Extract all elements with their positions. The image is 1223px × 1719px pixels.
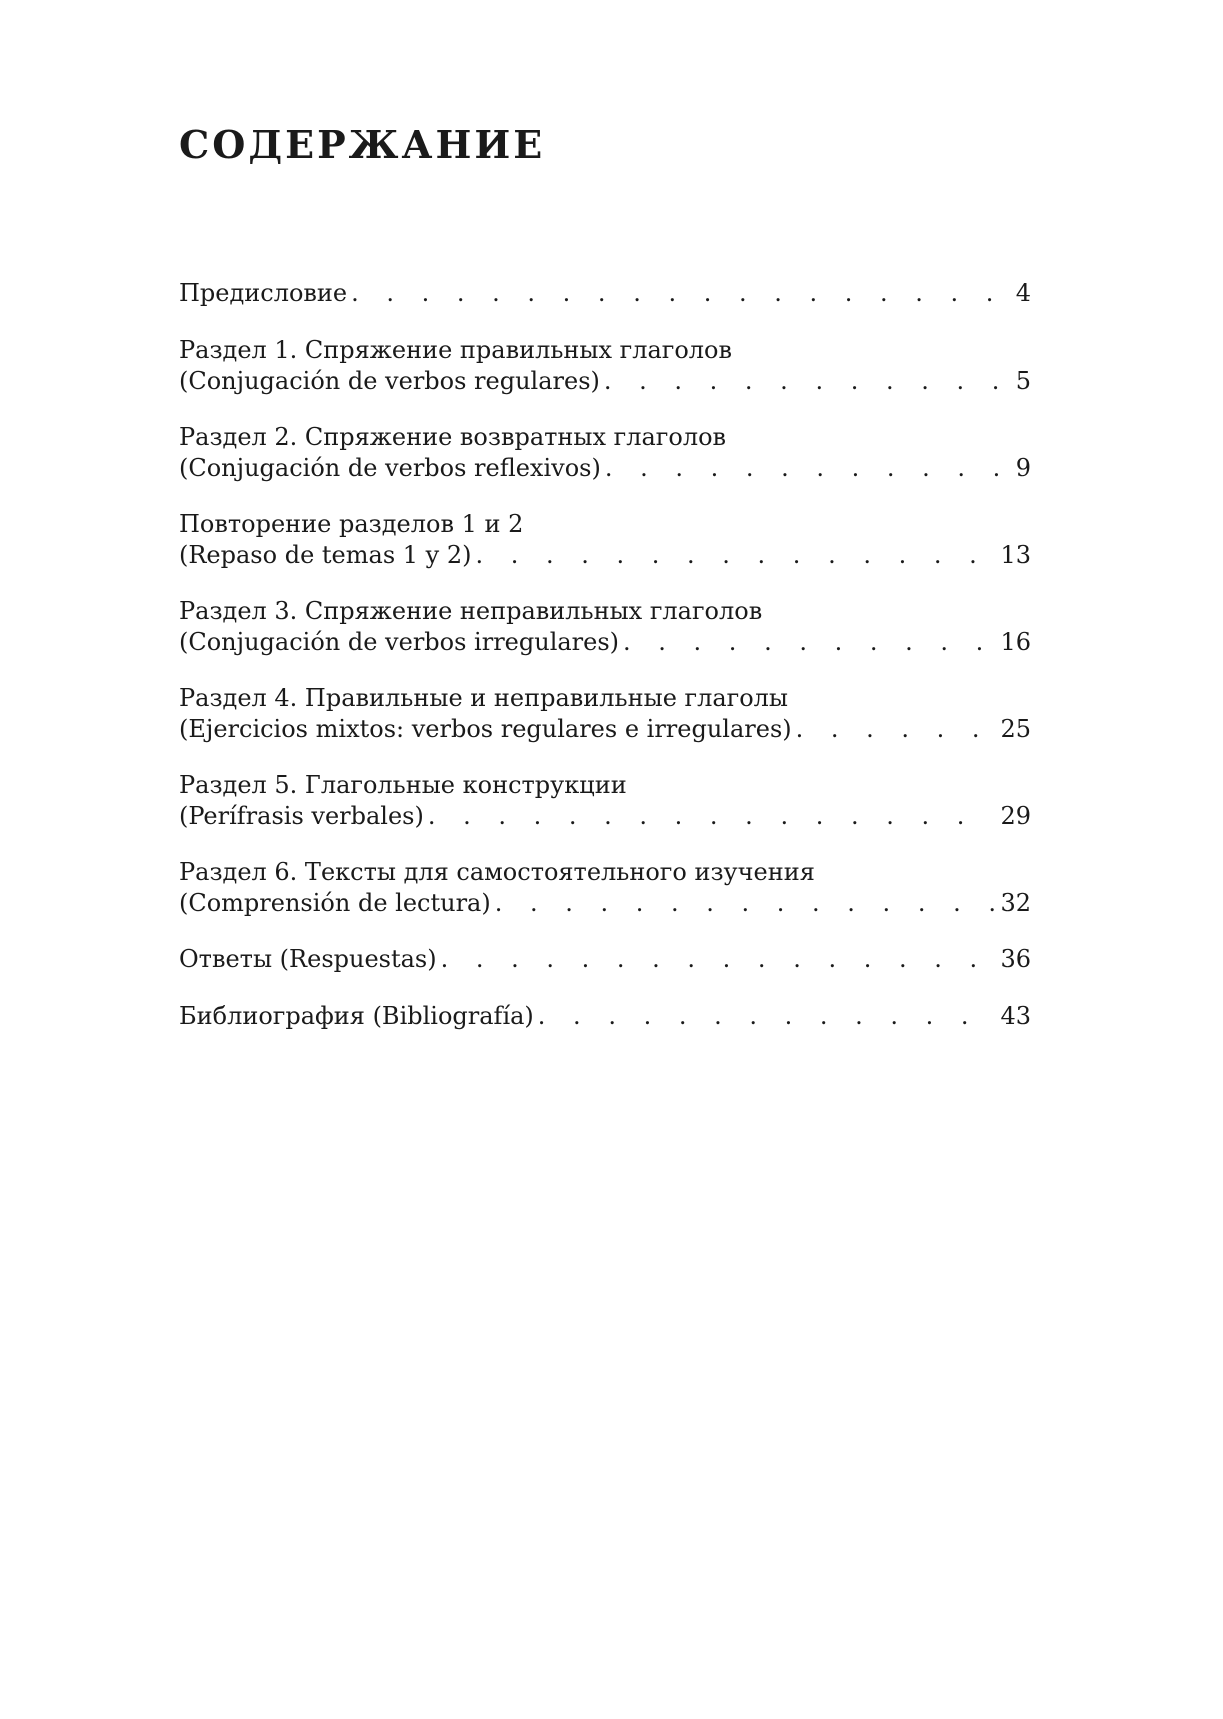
toc-page-number: 36 <box>1000 945 1031 973</box>
toc-entry-title: Раздел 1. Спряжение правильных глаголов <box>179 336 733 364</box>
toc-entry-subtitle: (Comprensión de lectura) <box>179 889 491 917</box>
toc-entry-section-1[interactable] <box>179 335 1031 397</box>
toc-entry-title: Библиография (Bibliografía) <box>179 1002 534 1030</box>
toc-page-number: 5 <box>1015 367 1031 395</box>
toc-entry-subtitle: (Conjugación de verbos irregulares) <box>179 628 620 656</box>
toc-entry-title: Раздел 2. Спряжение возвратных глаголов <box>179 423 727 451</box>
toc-entry-title: Раздел 4. Правильные и неправильные глаголы <box>179 684 789 712</box>
toc-dot-leader <box>351 278 1010 309</box>
toc-dot-leader <box>605 453 1010 484</box>
toc-entry-section-2[interactable] <box>179 422 1031 484</box>
toc-entry-subtitle: (Repaso de temas 1 y 2) <box>179 541 472 569</box>
toc-dot-leader <box>538 1001 995 1032</box>
toc-dot-leader <box>441 944 995 975</box>
toc-dot-leader <box>604 366 1010 397</box>
toc-entry-row <box>179 801 1031 832</box>
toc-entry-preface[interactable] <box>179 278 1031 309</box>
toc-entry-row <box>179 278 1031 309</box>
toc-page-number: 16 <box>1000 628 1031 656</box>
toc-entry-section-5[interactable] <box>179 770 1031 832</box>
toc-dot-leader <box>796 714 995 745</box>
toc-entry-title: Раздел 5. Глагольные конструкции <box>179 771 627 799</box>
toc-entry-row <box>179 714 1031 745</box>
toc-entry-section-3[interactable] <box>179 596 1031 658</box>
toc-entry-row <box>179 944 1031 975</box>
toc-entry-subtitle: (Ejercicios mixtos: verbos regulares e irregulares) <box>179 715 792 743</box>
toc-entry-section-6[interactable] <box>179 857 1031 919</box>
toc-dot-leader <box>495 888 995 919</box>
toc-page-number: 4 <box>1015 279 1031 307</box>
toc-entry-subtitle: (Perífrasis verbales) <box>179 802 424 830</box>
toc-entry-title: Раздел 6. Тексты для самостоятельного изучения <box>179 858 815 886</box>
toc-entry-answers[interactable] <box>179 944 1031 975</box>
toc-entry-section-4[interactable] <box>179 683 1031 745</box>
toc-entry-bibliography[interactable] <box>179 1001 1031 1032</box>
toc-page-number: 43 <box>1000 1002 1031 1030</box>
toc-entry-review-1-2[interactable] <box>179 509 1031 571</box>
toc-page-number: 29 <box>1000 802 1031 830</box>
toc-page-number: 13 <box>1000 541 1031 569</box>
toc-page-number: 25 <box>1000 715 1031 743</box>
table-of-contents <box>179 278 1031 1058</box>
toc-entry-title: Предисловие <box>179 279 348 307</box>
toc-entry-title: Раздел 3. Спряжение неправильных глаголов <box>179 597 763 625</box>
toc-entry-subtitle: (Conjugación de verbos regulares) <box>179 367 600 395</box>
toc-dot-leader <box>623 627 994 658</box>
toc-entry-subtitle: (Conjugación de verbos reflexivos) <box>179 454 601 482</box>
toc-entry-title: Повторение разделов 1 и 2 <box>179 510 524 538</box>
toc-dot-leader <box>475 540 994 571</box>
toc-entry-row <box>179 453 1031 484</box>
toc-entry-row <box>179 627 1031 658</box>
toc-entry-title: Ответы (Respuestas) <box>179 945 437 973</box>
toc-dot-leader <box>428 801 995 832</box>
toc-entry-row <box>179 366 1031 397</box>
toc-entry-row <box>179 888 1031 919</box>
toc-page-number: 9 <box>1015 454 1031 482</box>
toc-page-number: 32 <box>1000 889 1031 917</box>
page-title: СОДЕРЖАНИЕ <box>179 122 546 167</box>
toc-entry-row <box>179 1001 1031 1032</box>
toc-entry-row <box>179 540 1031 571</box>
